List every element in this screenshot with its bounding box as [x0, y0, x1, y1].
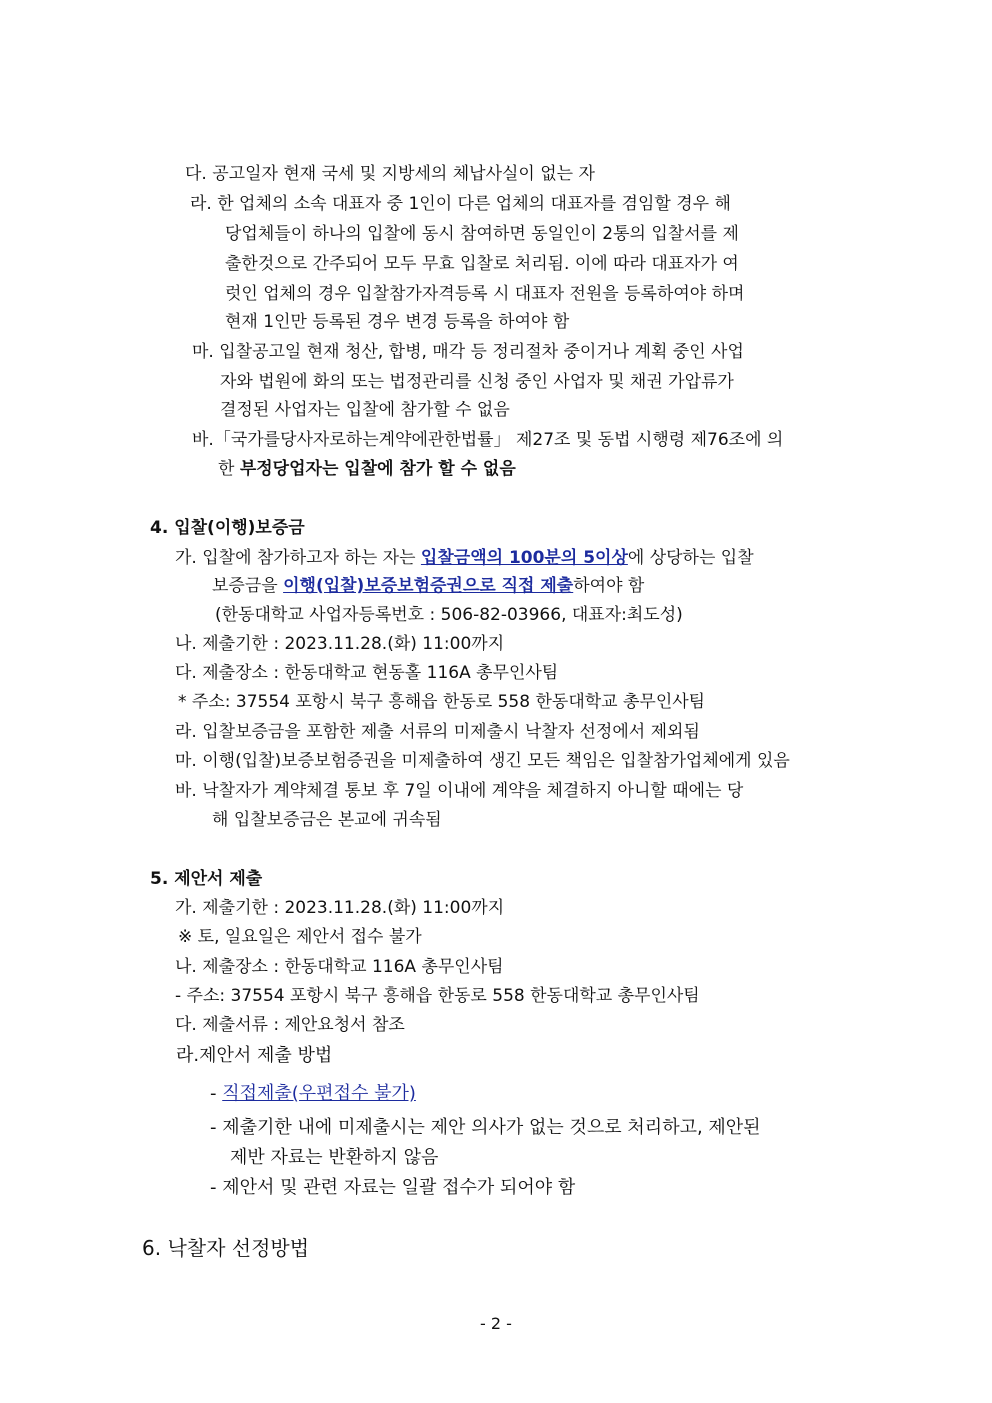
item-ra-line3: 출한것으로 간주되어 모두 무효 입찰로 처리됨. 이에 따라 대표자가 여 — [225, 254, 739, 274]
s5-bullet1-highlight: 직접제출(우편접수 불가) — [222, 1083, 416, 1104]
s4-address: * 주소: 37554 포항시 북구 흥해읍 한동로 558 한동대학교 총무인사팀 — [178, 692, 706, 712]
s5-bullet2-line2: 제반 자료는 반환하지 않음 — [230, 1147, 439, 1168]
s4-ga2-pre: 보증금을 — [212, 576, 284, 596]
s5-address: - 주소: 37554 포항시 북구 흥해읍 한동로 558 한동대학교 총무인사팀 — [175, 986, 700, 1006]
item-ma-line2: 자와 법원에 화의 또는 법정관리를 신청 중인 사업자 및 채권 가압류가 — [220, 372, 734, 392]
s5-ga: 가. 제출기한 : 2023.11.28.(화) 11:00까지 — [175, 898, 505, 918]
section6-title: 6. 낙찰자 선정방법 — [142, 1236, 310, 1260]
section5-title: 5. 제안서 제출 — [150, 869, 263, 889]
s4-ma: 마. 이행(입찰)보증보험증권을 미제출하여 생긴 모든 책임은 입찰참가업체에게 있음 — [175, 751, 790, 771]
s4-ga-highlight: 입찰금액의 100분의 5이상 — [420, 548, 628, 568]
s4-ga2-highlight: 이행(입찰)보증보험증권으로 직접 제출 — [283, 576, 574, 596]
item-ra-line2: 당업체들이 하나의 입찰에 동시 참여하면 동일인이 2통의 입찰서를 제 — [225, 224, 739, 244]
s4-ga-line2 — [212, 574, 644, 598]
s4-ga-line3: (한동대학교 사업자등록번호 : 506-82-03966, 대표자:최도성) — [215, 605, 683, 625]
item-ba-line2 — [218, 457, 516, 481]
s5-bullet3: - 제안서 및 관련 자료는 일괄 접수가 되어야 함 — [210, 1177, 576, 1198]
s4-da: 다. 제출장소 : 한동대학교 현동홀 116A 총무인사팀 — [175, 663, 559, 683]
s5-da: 다. 제출서류 : 제안요청서 참조 — [175, 1015, 405, 1035]
item-ba-prefix: 한 — [218, 459, 240, 479]
s5-na: 나. 제출장소 : 한동대학교 116A 총무인사팀 — [175, 957, 504, 977]
page-number: - 2 - — [480, 1314, 512, 1333]
item-ma-line3: 결정된 사업자는 입찰에 참가할 수 없음 — [220, 400, 510, 420]
s4-ga2-post: 하여야 함 — [573, 576, 645, 596]
s4-ba-line1: 바. 낙찰자가 계약체결 통보 후 7일 이내에 계약을 체결하지 아니할 때에는 당 — [175, 781, 744, 801]
item-ra-line4: 럿인 업체의 경우 입찰참가자격등록 시 대표자 전원을 등록하여야 하며 — [225, 284, 745, 304]
s4-ba-line2: 해 입찰보증금은 본교에 귀속됨 — [212, 810, 442, 830]
s4-na: 나. 제출기한 : 2023.11.28.(화) 11:00까지 — [175, 634, 505, 654]
s5-bullet1-dash: - — [210, 1083, 223, 1104]
item-ma-line1: 마. 입찰공고일 현재 청산, 합병, 매각 등 정리절차 중이거나 계획 중인 사업 — [192, 342, 744, 362]
item-ra-line1 — [190, 192, 850, 216]
s5-bullet1 — [210, 1082, 416, 1106]
section4-title: 4. 입찰(이행)보증금 — [150, 518, 305, 538]
s4-ga-line1 — [175, 546, 754, 570]
s5-note: ※ 토, 일요일은 제안서 접수 불가 — [178, 927, 422, 947]
s4-ra: 라. 입찰보증금을 포함한 제출 서류의 미제출시 낙찰자 선정에서 제외됨 — [175, 722, 700, 742]
s5-ra: 라.제안서 제출 방법 — [176, 1045, 333, 1066]
s4-ga-post: 에 상당하는 입찰 — [627, 548, 754, 568]
s4-ga-pre: 가. 입찰에 참가하고자 하는 자는 — [175, 548, 421, 568]
s5-bullet2-line1: - 제출기한 내에 미제출시는 제안 의사가 없는 것으로 처리하고, 제안된 — [210, 1117, 761, 1138]
item-ba-line1: 바.「국가를당사자로하는계약에관한법률」 제27조 및 동법 시행령 제76조에 의 — [192, 430, 784, 450]
item-da-tax: 다. 공고일자 현재 국세 및 지방세의 체납사실이 없는 자 — [185, 164, 595, 184]
item-ba-bold: 부정당업자는 입찰에 참가 할 수 없음 — [239, 459, 516, 479]
item-ra-line5: 현재 1인만 등록된 경우 변경 등록을 하여야 함 — [225, 312, 570, 332]
item-ra-text-1: 라. 한 업체의 소속 대표자 중 1인이 다른 업체의 대표자를 겸임할 경우 해 — [190, 194, 731, 214]
